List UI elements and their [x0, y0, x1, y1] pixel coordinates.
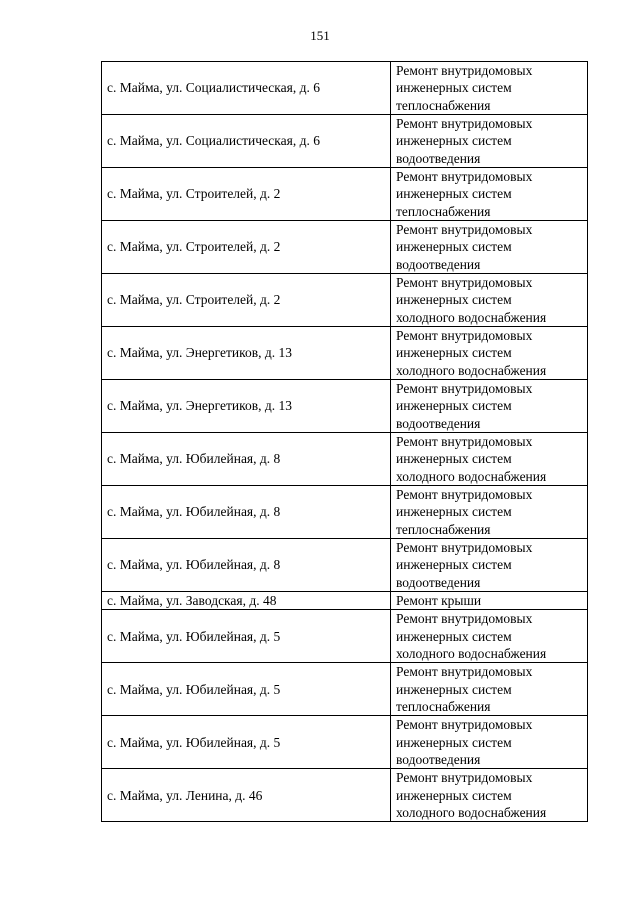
work-type-cell	[391, 380, 588, 433]
work-line: водоотведения	[396, 574, 481, 590]
work-line: Ремонт внутридомовых	[396, 487, 533, 502]
address-cell: с. Майма, ул. Энергетиков, д. 13	[102, 380, 391, 433]
work-line: холодного водоснабжения	[396, 804, 547, 820]
work-line: инженерных систем	[396, 734, 512, 750]
work-line: Ремонт внутридомовых	[396, 717, 533, 733]
address-cell: с. Майма, ул. Заводская, д. 48	[102, 592, 391, 610]
work-line: инженерных систем	[396, 504, 512, 520]
work-line: холодного водоснабжения	[396, 362, 547, 378]
work-type-cell	[391, 486, 588, 539]
work-line: Ремонт внутридомовых	[396, 434, 533, 449]
table-row	[102, 592, 588, 610]
work-line: инженерных систем	[396, 451, 512, 467]
table-row	[102, 539, 588, 592]
work-line: инженерных систем	[396, 398, 512, 414]
work-line: инженерных систем	[396, 80, 512, 96]
work-type-cell	[391, 221, 588, 274]
work-type-cell	[391, 663, 588, 716]
table-row	[102, 610, 588, 663]
work-line: водоотведения	[396, 256, 481, 272]
address-cell: с. Майма, ул. Социалистическая, д. 6	[102, 115, 391, 168]
work-line: Ремонт внутридомовых	[396, 664, 533, 680]
work-line: холодного водоснабжения	[396, 468, 547, 484]
work-line: инженерных систем	[396, 628, 512, 644]
work-line: инженерных систем	[396, 239, 512, 255]
work-type-cell	[391, 610, 588, 663]
table-row	[102, 486, 588, 539]
work-line: инженерных систем	[396, 133, 512, 149]
work-line: теплоснабжения	[396, 521, 491, 537]
table-row	[102, 274, 588, 327]
table-row	[102, 433, 588, 486]
address-cell: с. Майма, ул. Юбилейная, д. 8	[102, 486, 391, 539]
address-cell: с. Майма, ул. Юбилейная, д. 5	[102, 663, 391, 716]
address-cell: с. Майма, ул. Социалистическая, д. 6	[102, 62, 391, 115]
work-line: инженерных систем	[396, 557, 512, 573]
work-line: инженерных систем	[396, 681, 512, 697]
work-line: Ремонт внутридомовых	[396, 275, 533, 290]
page-number: 151	[310, 28, 330, 43]
work-type-cell	[391, 716, 588, 769]
work-line: Ремонт внутридомовых	[396, 611, 533, 627]
work-line: Ремонт внутридомовых	[396, 222, 533, 237]
work-line: Ремонт внутридомовых	[396, 328, 533, 343]
work-line: теплоснабжения	[396, 698, 491, 714]
table-row	[102, 115, 588, 168]
work-type-cell	[391, 769, 588, 822]
work-type-cell	[391, 62, 588, 115]
work-line: инженерных систем	[396, 345, 512, 361]
work-type-cell	[391, 433, 588, 486]
address-cell: с. Майма, ул. Ленина, д. 46	[102, 769, 391, 822]
table-row	[102, 380, 588, 433]
address-cell: с. Майма, ул. Юбилейная, д. 8	[102, 539, 391, 592]
work-type-cell	[391, 168, 588, 221]
work-type-cell	[391, 592, 588, 610]
work-line: Ремонт внутридомовых	[396, 381, 533, 396]
work-line: Ремонт внутридомовых	[396, 540, 533, 555]
address-cell: с. Майма, ул. Юбилейная, д. 5	[102, 610, 391, 663]
table-row	[102, 221, 588, 274]
work-line: холодного водоснабжения	[396, 309, 547, 325]
work-line: теплоснабжения	[396, 203, 491, 219]
address-cell: с. Майма, ул. Строителей, д. 2	[102, 221, 391, 274]
work-line: Ремонт внутридомовых	[396, 169, 533, 184]
work-line: водоотведения	[396, 150, 481, 166]
address-cell: с. Майма, ул. Юбилейная, д. 8	[102, 433, 391, 486]
table-row	[102, 168, 588, 221]
table-row	[102, 663, 588, 716]
table-row	[102, 62, 588, 115]
work-type-cell	[391, 274, 588, 327]
table-row	[102, 769, 588, 822]
work-line: водоотведения	[396, 415, 481, 431]
work-type-cell	[391, 539, 588, 592]
work-line: водоотведения	[396, 751, 481, 767]
work-line: Ремонт внутридомовых	[396, 63, 533, 78]
address-cell: с. Майма, ул. Юбилейная, д. 5	[102, 716, 391, 769]
work-line: инженерных систем	[396, 186, 512, 202]
work-line: Ремонт крыши	[396, 593, 482, 608]
work-type-cell	[391, 115, 588, 168]
address-cell: с. Майма, ул. Строителей, д. 2	[102, 168, 391, 221]
work-type-cell	[391, 327, 588, 380]
work-line: Ремонт внутридомовых	[396, 116, 533, 131]
work-line: инженерных систем	[396, 292, 512, 308]
work-line: инженерных систем	[396, 787, 512, 803]
table-row	[102, 716, 588, 769]
work-line: Ремонт внутридомовых	[396, 770, 533, 786]
table-row	[102, 327, 588, 380]
works-table	[101, 61, 588, 822]
address-cell: с. Майма, ул. Энергетиков, д. 13	[102, 327, 391, 380]
work-line: холодного водоснабжения	[396, 645, 547, 661]
address-cell: с. Майма, ул. Строителей, д. 2	[102, 274, 391, 327]
work-line: теплоснабжения	[396, 97, 491, 113]
